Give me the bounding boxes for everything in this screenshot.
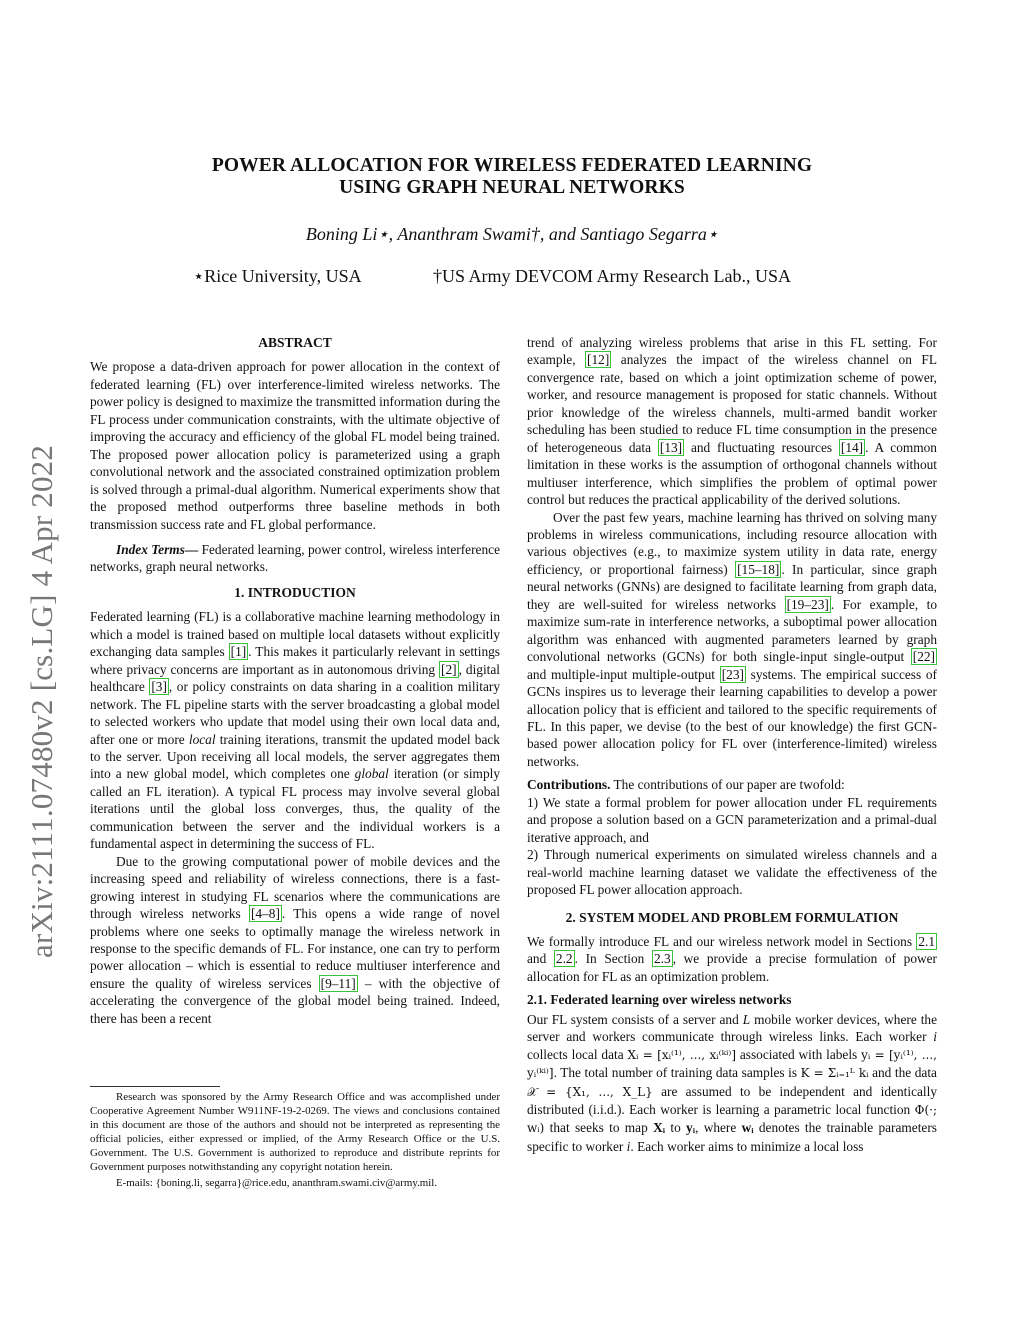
authors: Boning Li⋆, Ananthram Swami†, and Santiago Segarra⋆: [305, 224, 719, 244]
citation-3[interactable]: [3]: [151, 679, 167, 695]
footnote: [90, 1086, 500, 1191]
section-1-heading: 1. INTRODUCTION: [234, 584, 356, 600]
citation-22[interactable]: [22]: [912, 649, 935, 665]
affiliation-rice: ⋆Rice University, USA: [193, 266, 362, 286]
title-line-1: POWER ALLOCATION FOR WIRELESS FEDERATED LEARNING: [211, 155, 813, 176]
citation-2[interactable]: [2]: [441, 661, 457, 677]
subsection-2-1-heading: 2.1. Federated learning over wireless networks: [527, 992, 792, 1008]
citation-14[interactable]: [14]: [840, 439, 864, 455]
citation-19-23[interactable]: [19–23]: [786, 596, 829, 612]
contribution-item-1: 1) We state a formal problem for power allocation under FL requirements and propose a solution based on a GCN parameterization and a primal-dual iterative approach, and: [527, 794, 937, 845]
section-2-heading: 2. SYSTEM MODEL AND PROBLEM FORMULATION: [565, 909, 899, 925]
footnote-funding: Research was sponsored by the Army Research Office and was accomplished under Cooperative Agreement Number W911NF-19-2-0269. The views and conclusions contained in this document are those of the authors and should not be interpreted as representing the official policies, either expressed or implied, of the Army Research Office or the U.S. Government. The U.S. Government is authorized to reproduce and distribute reprints for Government purposes notwithstanding any copyright notation herein.: [90, 1091, 500, 1173]
abstract-heading: ABSTRACT: [258, 335, 332, 350]
ref-2-1[interactable]: 2.1: [918, 933, 935, 949]
ref-2-2[interactable]: 2.2: [555, 951, 573, 967]
intro-paragraph-2: Due to the growing computational power of mobile devices and the increasing speed and reliability of wireless connections, there is a fast-growing interest in studying FL scenarios where the communications are through wireless networks [4–8] . This opens a wide range of novel problems where one seeks to optimally manage the wireless network in response to the specific demands of FL. For instance, one can try to perform power allocation – which is essential to reduce multiuser interference and ensure the quality of wireless services [9–11] – with the objective of accelerating the convergence of the global model being trained. Indeed, there has been a recent: [90, 853, 500, 1026]
title-line-2: USING GRAPH NEURAL NETWORKS: [339, 177, 685, 198]
citation-23[interactable]: [23]: [721, 666, 744, 682]
footnote-rule: [90, 1086, 220, 1087]
citation-1[interactable]: [1]: [230, 644, 247, 660]
intro-paragraph-1: Federated learning (FL) is a collaborative machine learning methodology in which a model is trained based on multiple local datasets without explicitly exchanging data samples [1] . This makes it particularly relevant in settings where privacy concerns are important as in autonomous driving [2] , digital healthcare [3] , or policy constraints on data sharing in a coalition military network. The FL pipeline starts with the server broadcasting a global model to selected workers who update that model using their own local data and, after one or more local training iterations, transmit the updated model back to the server. Upon receiving all local models, the server aggregates them into a new global model, which completes one global iteration (or simply called an FL iteration). A typical FL process may involve several global iterations until the global loss converges, thus, the quality of the communication between the server and the individual workers is a fundamental aspect in determining the success of FL.: [90, 609, 500, 852]
right-column: [527, 334, 937, 1155]
citation-9-11[interactable]: [9–11]: [320, 975, 356, 991]
abstract-text: We propose a data-driven approach for power allocation in the context of federated learning (FL) over interference-limited wireless networks. The power policy is designed to maximize the transmitted information during the FL process under communication constraints, with the ultimate objective of improving the accuracy and efficiency of the global FL model being trained. The proposed power allocation policy is parameterized using a graph convolutional network and the associated constrained optimization problem is solved through a primal-dual algorithm. Numerical experiments show that the proposed method outperforms three baseline methods in both transmission success rate and FL global performance.: [90, 359, 500, 532]
left-column: [90, 334, 500, 1027]
contribution-item-2: 2) Through numerical experiments on simulated wireless channels and a real-world machine learning dataset we validate the effectiveness of the proposed FL power allocation approach.: [527, 847, 937, 898]
subsection-2-1-text: Our FL system consists of a server and L mobile worker devices, where the server and workers communicate through wireless links. Each worker i collects local data Xᵢ = [xᵢ⁽¹⁾, ..., xᵢ⁽ᵏⁱ⁾] associated with labels yᵢ = [yᵢ⁽¹⁾, ..., yᵢ⁽ᵏⁱ⁾]. The total number of training data samples is K = Σᵢ₌₁ᴸ kᵢ and the data 𝒳 = {X₁, ..., X_L} are assumed to be independent and identically distributed (i.i.d.). Each worker is learning a parametric local function Φ(·; wᵢ) that seeks to map Xᵢ to yᵢ, where wᵢ denotes the trainable parameters specific to worker i. Each worker aims to minimize a local loss: [527, 1011, 937, 1154]
citation-15-18[interactable]: [15–18]: [737, 561, 780, 577]
citation-12[interactable]: [12]: [587, 352, 610, 368]
right-paragraph-2: Over the past few years, machine learning has thrived on solving many problems in wireless communications, including resource allocation with various objectives (e.g., to maximize system utility in data rate, energy efficiency, or proportional fairness) [15–18] . In particular, since graph neural networks (GNNs) are designed to facilitate learning from graph data, they are well-suited for wireless networks [19–23] . For example, to maximize sum-rate in interference networks, a suboptimal power allocation algorithm was enhanced with augmented parameters learned by graph convolutional networks (GCNs) for both single-input single-output [22] and multiple-input multiple-output [23] systems. The empirical success of GCNs inspires us to leverage their learning capabilities to develop a power allocation policy that is efficient and tailored to the specific requirements of FL. In this paper, we devise (to the best of our knowledge) the first GCN-based power allocation policy for FL over (interference-limited) wireless networks.: [527, 509, 937, 769]
ref-2-3[interactable]: 2.3: [654, 951, 671, 967]
contributions: Contributions. The contributions of our paper are twofold:: [527, 777, 845, 793]
right-paragraph-1: trend of analyzing wireless problems that arise in this FL setting. For example, [12] analyzes the impact of the wireless channel on FL convergence rate, based on which a joint optimization scheme of power, worker, and resource management is proposed for static channels. Without prior knowledge of the wireless channels, multi-armed bandit worker scheduling has been studied to reduce FL time consumption in the presence of heterogeneous data [13] and fluctuating resources [14] . A common limitation in these works is the assumption of orthogonal channels without multiuser interference, which simplifies the problem of optimal power control but reduces the practical applicability of the derived solutions.: [527, 335, 937, 508]
paper-title: [120, 155, 904, 199]
index-terms-label: Index Terms—: [116, 541, 199, 557]
affiliation-army: †US Army DEVCOM Army Research Lab., USA: [433, 266, 791, 286]
section-2-intro: We formally introduce FL and our wireless network model in Sections 2.1 and 2.2 . In Section 2.3 , we provide a precise formulation of power allocation for FL as an optimization problem.: [527, 933, 937, 984]
citation-13[interactable]: [13]: [659, 439, 683, 455]
arxiv-watermark: arXiv:2111.07480v2 [cs.LG] 4 Apr 2022: [24, 444, 59, 958]
index-terms: Index Terms— Federated learning, power control, wireless interference networks, graph neural networks.: [90, 541, 500, 575]
footnote-emails: E-mails: {boning.li, segarra}@rice.edu, ananthram.swami.civ@army.mil.: [116, 1177, 438, 1190]
citation-4-8[interactable]: [4–8]: [250, 906, 280, 922]
